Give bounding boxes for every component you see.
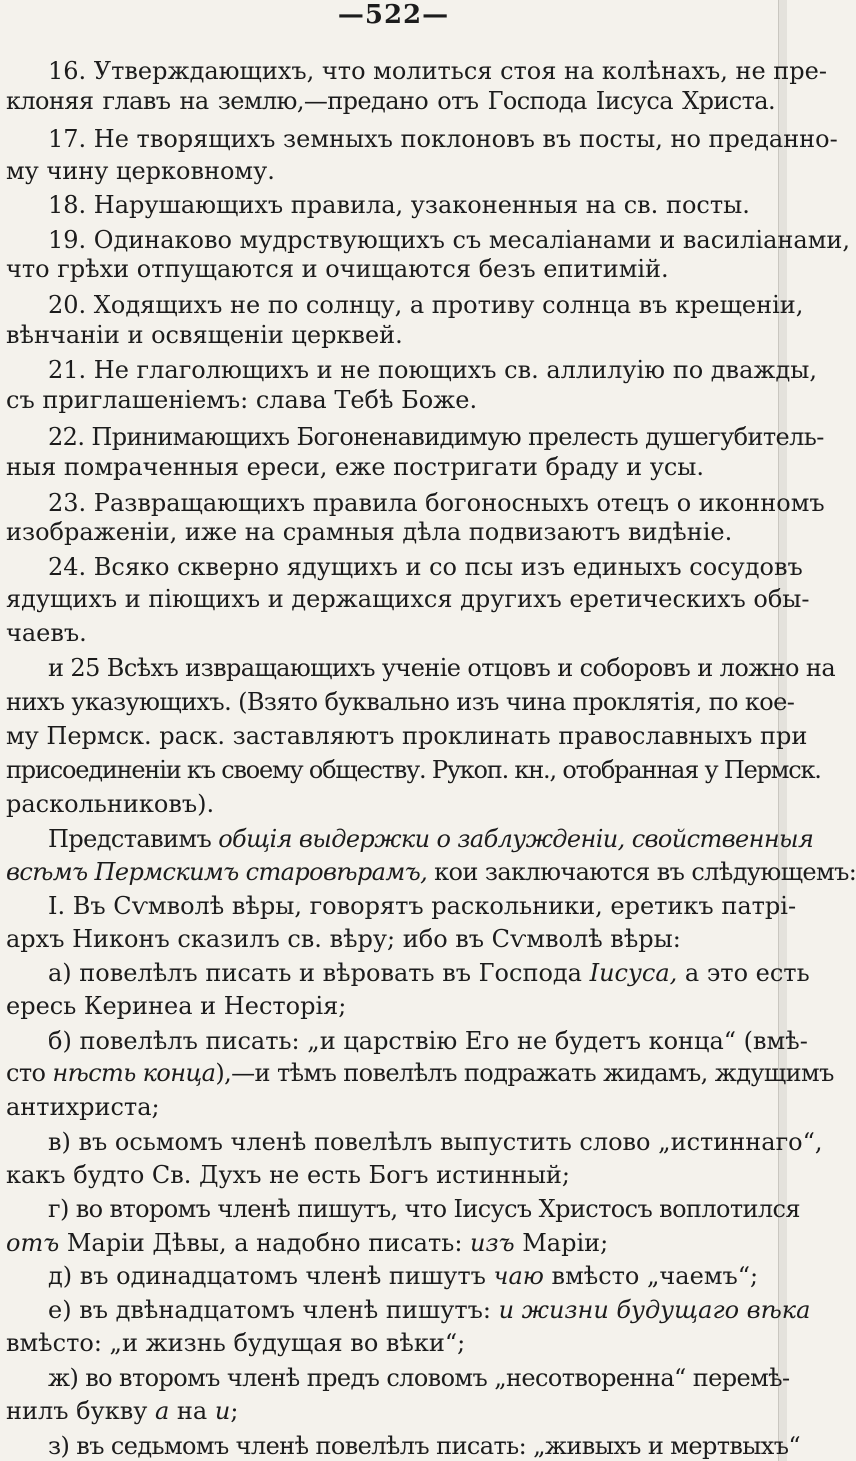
- text-run: му чину церковному.: [6, 157, 275, 185]
- text-line: [0, 488, 825, 518]
- text-run: присоединеніи къ своему обществу. Рукоп. кн., отобранная у Пермск.: [6, 756, 821, 784]
- text-run: д) въ одинадцатомъ членѣ пишутъ: [48, 1262, 494, 1290]
- italic-run: отъ: [6, 1229, 60, 1257]
- text-run: кои заключаются въ слѣдующемъ:: [427, 858, 856, 886]
- text-line: [0, 552, 803, 582]
- text-run: 24. Всяко скверно ядущихъ и со псы изъ единыхъ сосудовъ: [48, 553, 803, 581]
- text-line: [0, 254, 787, 284]
- text-line: [0, 618, 787, 648]
- text-line: [0, 385, 787, 415]
- text-line: [0, 653, 836, 683]
- text-line: [0, 721, 808, 751]
- text-run: Маріи;: [514, 1229, 609, 1257]
- text-line: [0, 891, 797, 921]
- text-line: [0, 452, 787, 482]
- text-line: [0, 1026, 808, 1056]
- text-run: а это есть: [677, 959, 810, 987]
- text-line: [0, 1396, 787, 1426]
- text-run: 23. Развращающихъ правила богоносныхъ отецъ о иконномъ: [48, 489, 825, 517]
- text-run: 18. Нарушающихъ правила, узаконенныя на св. посты.: [48, 191, 750, 219]
- text-run: архъ Никонъ сказилъ св. вѣру; ибо въ Сѵмволѣ вѣры:: [6, 925, 681, 953]
- text-run: Представимъ: [48, 825, 219, 853]
- text-run: I. Въ Сѵмволѣ вѣры, говорятъ раскольники, еретикъ патрі-: [48, 892, 797, 920]
- text-run: что грѣхи отпущаются и очищаются безъ епитимій.: [6, 255, 669, 283]
- text-line: [0, 290, 804, 320]
- text-run: з) въ седьмомъ членѣ повелѣлъ писать: „живыхъ и мертвыхъ“: [48, 1432, 801, 1460]
- italic-run: нѣсть конца: [52, 1059, 216, 1087]
- text-line: [0, 824, 814, 854]
- text-run: раскольниковъ).: [6, 790, 215, 818]
- text-line: [0, 687, 795, 717]
- text-run: ядущихъ и піющихъ и держащихся другихъ еретическихъ обы-: [6, 585, 810, 613]
- text-run: в) въ осьмомъ членѣ повелѣлъ выпустить слово „истиннаго“,: [48, 1128, 823, 1156]
- page-number: —522—: [337, 0, 450, 30]
- text-line: [0, 1261, 787, 1291]
- text-run: б) повелѣлъ писать: „и царствію Его не будетъ конца“ (вмѣ-: [48, 1027, 808, 1055]
- text-run: г) во второмъ членѣ пишутъ, что Іисусъ Христосъ воплотился: [48, 1195, 800, 1223]
- text-run: 17. Не творящихъ земныхъ поклоновъ въ посты, но преданно-: [48, 125, 838, 153]
- text-run: нихъ указующихъ. (Взято буквально изъ чина проклятія, по кое-: [6, 688, 795, 716]
- text-line: [0, 1058, 834, 1088]
- text-line: [0, 355, 817, 385]
- text-line: [0, 320, 787, 350]
- italic-run: и: [214, 1397, 231, 1425]
- text-run: клоняя главъ на землю,—предано отъ Господа Іисуса Христа.: [6, 87, 775, 115]
- text-run: ;: [230, 1397, 239, 1425]
- text-line: [0, 1363, 790, 1393]
- text-run: 19. Одинаково мудрствующихъ съ месаліанами и василіанами,: [48, 226, 851, 254]
- text-run: Маріи Дѣвы, а надобно писать:: [59, 1229, 471, 1257]
- text-line: [0, 789, 787, 819]
- text-line: [0, 1431, 801, 1461]
- text-run: 22. Принимающихъ Богоненавидимую прелесть душегубитель-: [48, 423, 824, 451]
- text-run: 20. Ходящихъ не по солнцу, а противу солнца въ крещеніи,: [48, 291, 804, 319]
- text-line: [0, 991, 787, 1021]
- italic-run: всѣмъ Пермскимъ старовѣрамъ,: [6, 858, 428, 886]
- italic-run: общія выдержки о заблужденіи, свойственныя: [218, 825, 814, 853]
- text-run: на: [169, 1397, 215, 1425]
- text-run: сто: [6, 1059, 53, 1087]
- text-run: и 25 Всѣхъ извращающихъ ученіе отцовъ и соборовъ и ложно на: [48, 654, 836, 682]
- text-run: 16. Утверждающихъ, что молиться стоя на колѣнахъ, не пре-: [48, 57, 827, 85]
- text-line: [0, 1127, 823, 1157]
- text-line: [0, 584, 810, 614]
- text-line: [0, 1194, 800, 1224]
- text-line: [0, 1295, 811, 1325]
- text-line: [0, 124, 838, 154]
- text-run: е) въ двѣнадцатомъ членѣ пишутъ:: [48, 1296, 499, 1324]
- text-line: [0, 1092, 787, 1122]
- text-line: [0, 1328, 787, 1358]
- text-run: изображеніи, иже на срамныя дѣла подвизаютъ видѣніе.: [6, 518, 733, 546]
- italic-run: и жизни будущаго вѣка: [498, 1296, 811, 1324]
- text-line: [0, 924, 787, 954]
- italic-run: Іисуса,: [589, 959, 678, 987]
- text-line: [0, 755, 821, 785]
- text-run: ж) во второмъ членѣ предъ словомъ „несотворенна“ перемѣ-: [48, 1364, 790, 1392]
- text-line: [0, 56, 827, 86]
- italic-run: а: [154, 1397, 170, 1425]
- text-line: [0, 225, 851, 255]
- text-line: [0, 517, 787, 547]
- italic-run: чаю: [493, 1262, 544, 1290]
- text-line: [0, 857, 856, 887]
- text-run: а) повелѣлъ писать и вѣровать въ Господа: [48, 959, 590, 987]
- text-line: [0, 1228, 787, 1258]
- text-run: ересь Керинеа и Несторія;: [6, 992, 347, 1020]
- text-run: му Пермск. раск. заставляютъ проклинать православныхъ при: [6, 722, 808, 750]
- text-run: антихриста;: [6, 1093, 160, 1121]
- text-run: 21. Не глаголющихъ и не поющихъ св. аллилуію по дважды,: [48, 356, 817, 384]
- text-line: [0, 958, 810, 988]
- text-run: нилъ букву: [6, 1397, 155, 1425]
- text-run: чаевъ.: [6, 619, 87, 647]
- text-run: съ приглашеніемъ: слава Тебѣ Боже.: [6, 386, 478, 414]
- text-run: ),—и тѣмъ повелѣлъ подражать жидамъ, ждущимъ: [215, 1059, 834, 1087]
- text-line: [0, 1160, 787, 1190]
- text-line: [0, 422, 824, 452]
- text-line: [0, 86, 787, 116]
- italic-run: изъ: [470, 1229, 515, 1257]
- text-run: какъ будто Св. Духъ не есть Богъ истинный;: [6, 1161, 570, 1189]
- text-run: вмѣсто „чаемъ“;: [543, 1262, 759, 1290]
- text-run: вѣнчаніи и освященіи церквей.: [6, 321, 403, 349]
- text-line: [0, 156, 787, 186]
- text-run: ныя помраченныя ереси, еже постригати браду и усы.: [6, 453, 705, 481]
- text-run: вмѣсто: „и жизнь будущая во вѣки“;: [6, 1329, 466, 1357]
- text-line: [0, 190, 787, 220]
